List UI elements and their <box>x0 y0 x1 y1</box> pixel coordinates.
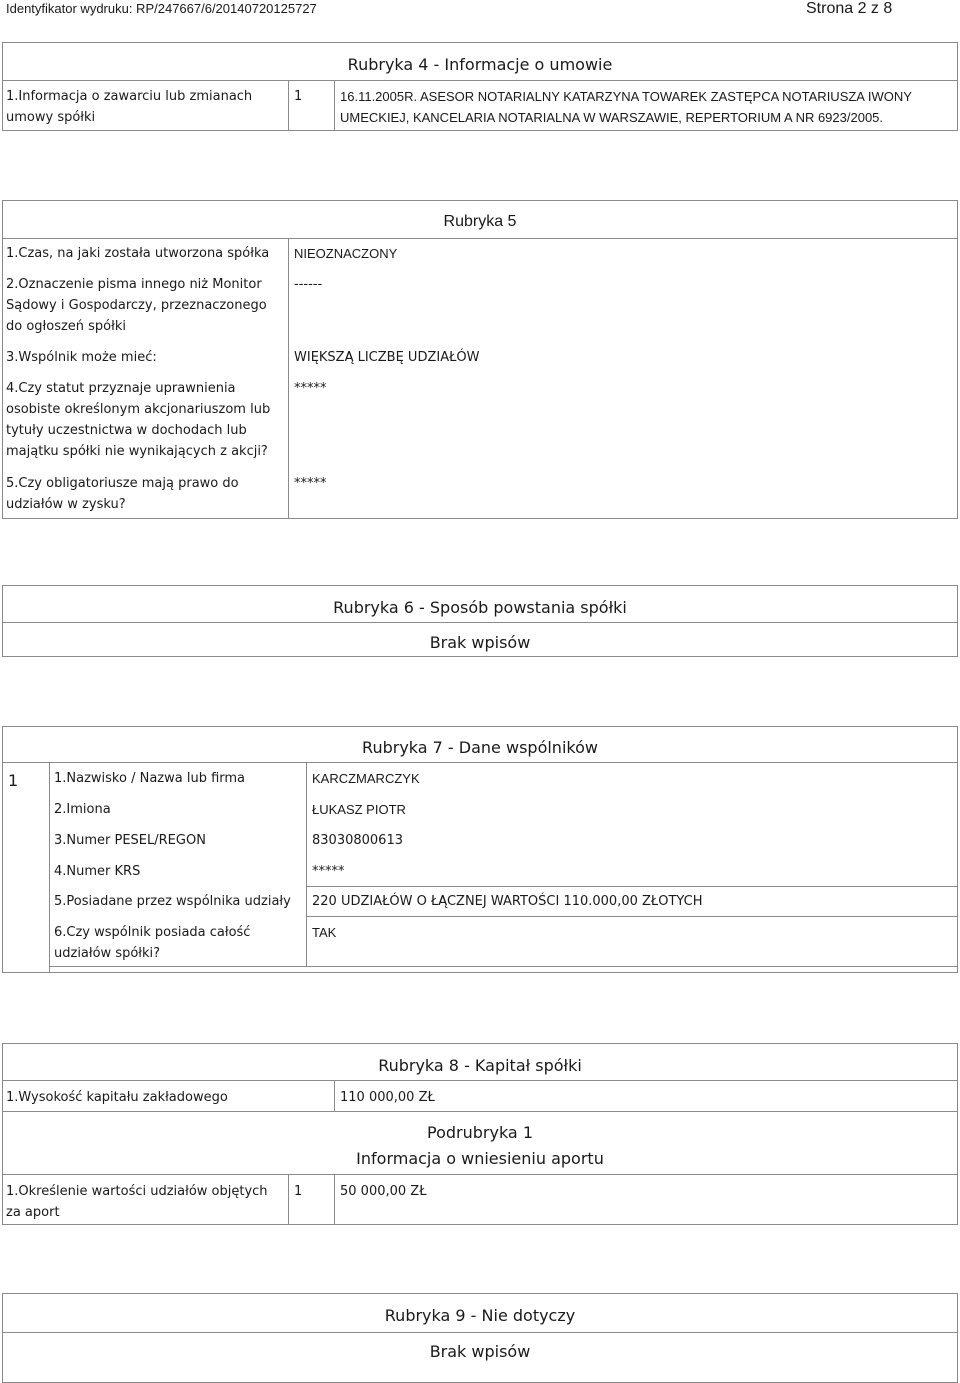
aport-number: 1 <box>294 1184 303 1199</box>
rubryka-4-title: Rubryka 4 - Informacje o umowie <box>347 55 613 74</box>
partner-label-2: 2.Imiona <box>54 802 111 817</box>
rubryka-5-label-1: 1.Czas, na jaki została utworzona spółka <box>6 246 270 261</box>
capital-label: 1.Wysokość kapitału zakładowego <box>6 1090 228 1105</box>
partner-label-1: 1.Nazwisko / Nazwa lub firma <box>54 771 246 786</box>
rubryka-4-number: 1 <box>294 89 303 104</box>
page-number: Strona 2 z 8 <box>806 0 893 17</box>
rubryka-5-title: Rubryka 5 <box>443 213 517 230</box>
partner-label-4: 4.Numer KRS <box>54 864 141 879</box>
partner-value-2: ŁUKASZ PIOTR <box>312 802 406 817</box>
partner-index: 1 <box>8 771 19 790</box>
partner-label-5: 5.Posiadane przez wspólnika udziały <box>54 894 291 909</box>
partner-value-5: 220 UDZIAŁÓW O ŁĄCZNEJ WARTOŚCI 110.000,00 ZŁOTYCH <box>312 894 703 909</box>
rubryka-5-label-2: 2.Oznaczenie pisma innego niż Monitor Sądowy i Gospodarczy, przeznaczonego do ogłoszeń spółki <box>6 277 267 334</box>
rubryka-6-title: Rubryka 6 - Sposób powstania spółki <box>333 598 627 617</box>
capital-value: 110 000,00 ZŁ <box>340 1090 435 1105</box>
partner-value-6: TAK <box>312 925 337 940</box>
print-identifier: Identyfikator wydruku: RP/247667/6/20140720125727 <box>6 1 317 16</box>
rubryka-9-empty-note: Brak wpisów <box>429 1342 531 1361</box>
rubryka-5-value-4: ***** <box>294 381 327 396</box>
partner-label-6: 6.Czy wspólnik posiada całość udziałów spółki? <box>54 925 251 961</box>
rubryka-5-value-2: ------ <box>294 277 323 292</box>
partner-value-3: 83030800613 <box>312 833 403 848</box>
aport-label: 1.Określenie wartości udziałów objętych za aport <box>6 1184 268 1220</box>
rubryka-5-value-1: NIEOZNACZONY <box>294 246 398 261</box>
aport-value: 50 000,00 ZŁ <box>340 1184 427 1199</box>
rubryka-9-title: Rubryka 9 - Nie dotyczy <box>384 1306 576 1325</box>
rubryka-4-label: 1.Informacja o zawarciu lub zmianach umowy spółki <box>6 89 253 125</box>
rubryka-7-title: Rubryka 7 - Dane wspólników <box>362 738 598 757</box>
rubryka-5-value-3: WIĘKSZĄ LICZBĘ UDZIAŁÓW <box>294 350 480 365</box>
rubryka-6-empty-note: Brak wpisów <box>429 633 531 652</box>
rubryka-8-title: Rubryka 8 - Kapitał spółki <box>378 1056 582 1075</box>
rubryka-5-label-3: 3.Wspólnik może mieć: <box>6 350 157 365</box>
podrubryka-subtitle: Informacja o wniesieniu aportu <box>356 1149 604 1168</box>
partner-value-4: ***** <box>312 864 345 879</box>
rubryka-5-label-5: 5.Czy obligatoriusze mają prawo do udziałów w zysku? <box>6 476 239 512</box>
rubryka-5-label-4: 4.Czy statut przyznaje uprawnienia osobiste określonym akcjonariuszom lub tytuły uczestnictwa w dochodach lub majątku spółki nie wynikających z akcji? <box>6 381 271 459</box>
podrubryka-title: Podrubryka 1 <box>427 1123 533 1142</box>
rubryka-5-value-5: ***** <box>294 476 327 491</box>
rubryka-4-value: 16.11.2005R. ASESOR NOTARIALNY KATARZYNA TOWAREK ZASTĘPCA NOTARIUSZA IWONY UMECKIEJ, KANCELARIA NOTARIALNA W WARSZAWIE, REPERTORIUM A NR 6923/2005. <box>340 89 912 125</box>
partner-value-1: KARCZMARCZYK <box>312 771 420 786</box>
partner-label-3: 3.Numer PESEL/REGON <box>54 833 206 848</box>
